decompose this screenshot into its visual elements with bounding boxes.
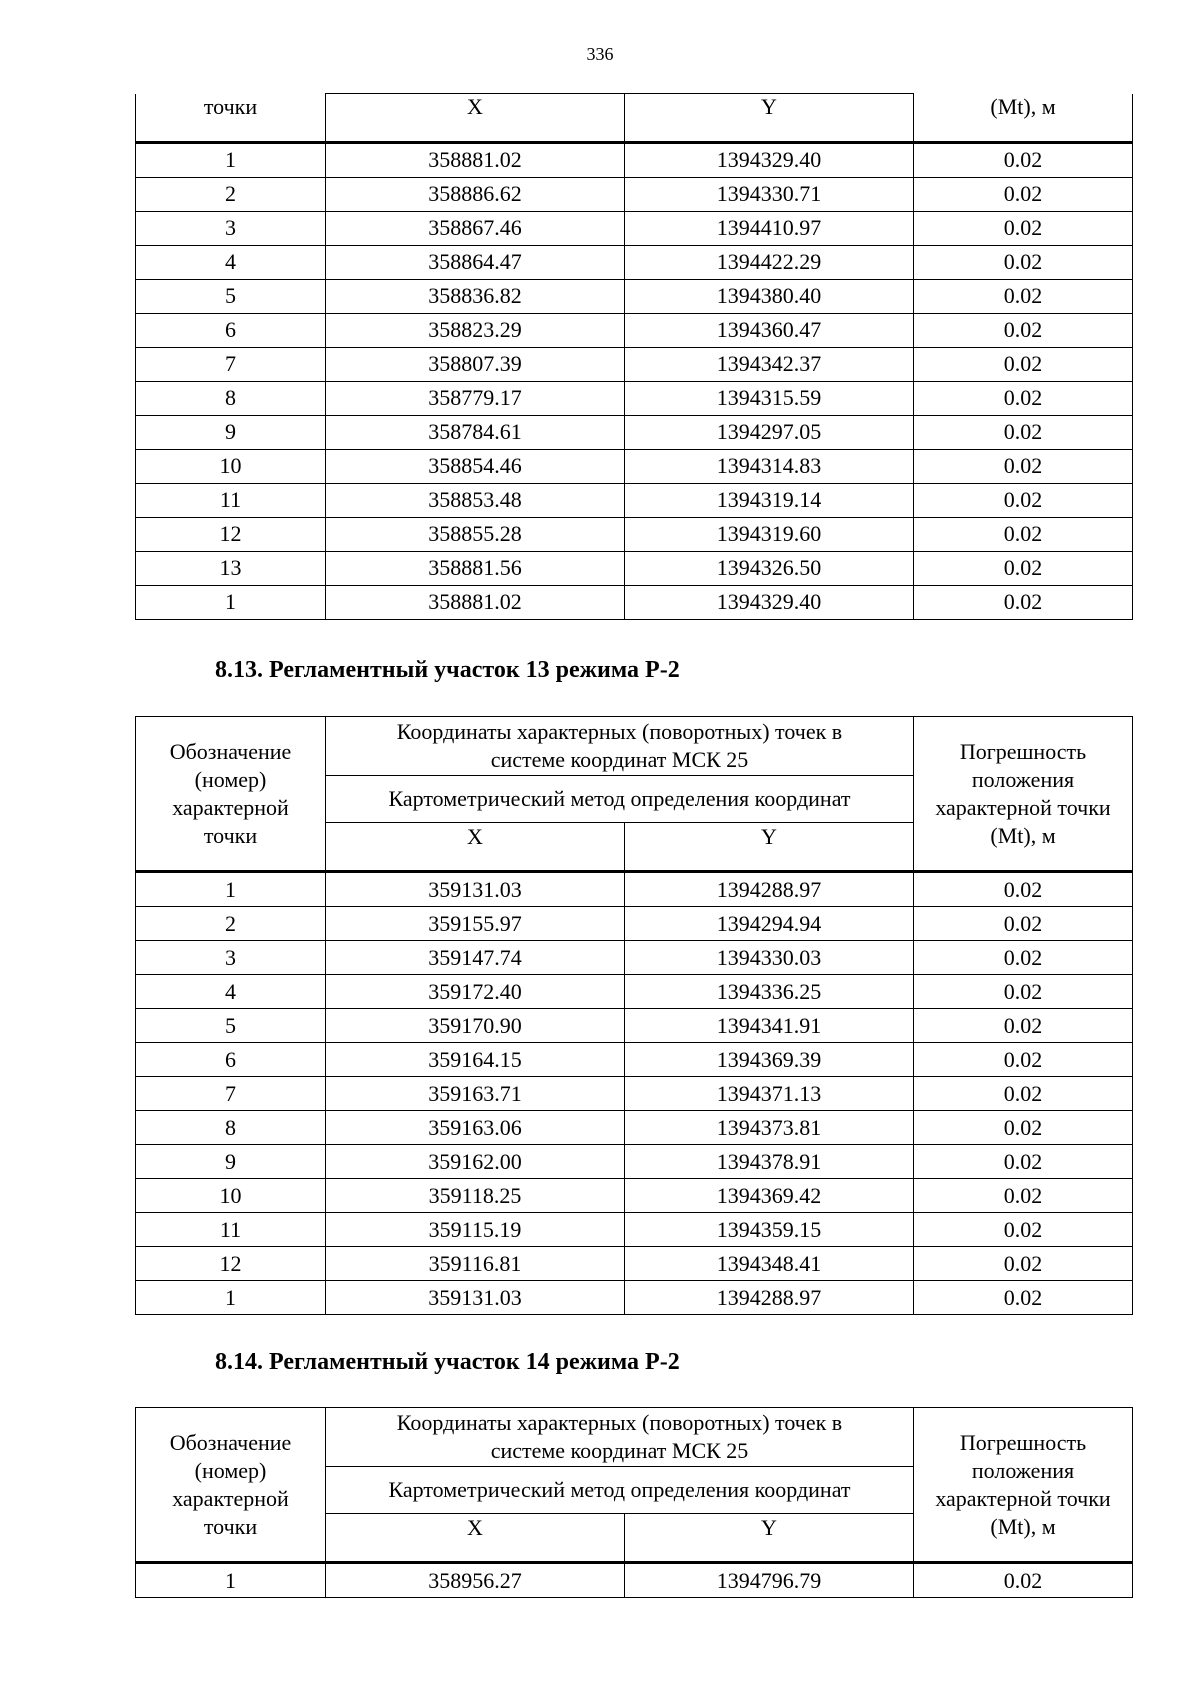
error-cell: 0.02 bbox=[914, 975, 1133, 1009]
error-cell: 0.02 bbox=[914, 211, 1133, 245]
table-header-row bbox=[136, 94, 1133, 143]
y-coordinate-cell: 1394380.40 bbox=[625, 279, 914, 313]
error-cell: 0.02 bbox=[914, 517, 1133, 551]
header-y: Y bbox=[625, 823, 914, 872]
x-coordinate-cell: 358836.82 bbox=[326, 279, 625, 313]
table-row bbox=[136, 1077, 1133, 1111]
error-cell: 0.02 bbox=[914, 279, 1133, 313]
table-row bbox=[136, 313, 1133, 347]
point-number-cell: 1 bbox=[136, 142, 326, 177]
point-number-cell: 5 bbox=[136, 279, 326, 313]
coordinates-table-14 bbox=[135, 1407, 1133, 1598]
error-cell: 0.02 bbox=[914, 1247, 1133, 1281]
x-coordinate-cell: 358854.46 bbox=[326, 449, 625, 483]
table-row bbox=[136, 1247, 1133, 1281]
point-number-cell: 7 bbox=[136, 347, 326, 381]
table-row bbox=[136, 585, 1133, 619]
table-row bbox=[136, 177, 1133, 211]
header-coords-title: Координаты характерных (поворотных) точек в системе координат МСК 25 bbox=[326, 1408, 914, 1467]
header-error-label: (Mt), м bbox=[914, 94, 1133, 143]
header-method: Картометрический метод определения координат bbox=[326, 776, 914, 823]
table-row bbox=[136, 1213, 1133, 1247]
error-cell: 0.02 bbox=[914, 1043, 1133, 1077]
y-coordinate-cell: 1394329.40 bbox=[625, 585, 914, 619]
point-number-cell: 2 bbox=[136, 907, 326, 941]
point-number-cell: 12 bbox=[136, 1247, 326, 1281]
error-cell: 0.02 bbox=[914, 1145, 1133, 1179]
point-number-cell: 5 bbox=[136, 1009, 326, 1043]
point-number-cell: 8 bbox=[136, 381, 326, 415]
table-row bbox=[136, 975, 1133, 1009]
point-number-cell: 1 bbox=[136, 1563, 326, 1598]
x-coordinate-cell: 359162.00 bbox=[326, 1145, 625, 1179]
error-cell: 0.02 bbox=[914, 872, 1133, 907]
table-row bbox=[136, 907, 1133, 941]
point-number-cell: 1 bbox=[136, 585, 326, 619]
header-method: Картометрический метод определения координат bbox=[326, 1467, 914, 1514]
x-coordinate-cell: 358779.17 bbox=[326, 381, 625, 415]
error-cell: 0.02 bbox=[914, 142, 1133, 177]
y-coordinate-cell: 1394348.41 bbox=[625, 1247, 914, 1281]
header-x: X bbox=[326, 94, 625, 143]
x-coordinate-cell: 359170.90 bbox=[326, 1009, 625, 1043]
table-row bbox=[136, 279, 1133, 313]
error-cell: 0.02 bbox=[914, 1077, 1133, 1111]
y-coordinate-cell: 1394330.03 bbox=[625, 941, 914, 975]
y-coordinate-cell: 1394329.40 bbox=[625, 142, 914, 177]
y-coordinate-cell: 1394422.29 bbox=[625, 245, 914, 279]
error-cell: 0.02 bbox=[914, 585, 1133, 619]
table-row bbox=[136, 245, 1133, 279]
coordinates-table-13 bbox=[135, 716, 1133, 1315]
x-coordinate-cell: 359131.03 bbox=[326, 872, 625, 907]
header-error-label: Погрешность положения характерной точки (Mt), м bbox=[914, 717, 1133, 872]
x-coordinate-cell: 359163.71 bbox=[326, 1077, 625, 1111]
error-cell: 0.02 bbox=[914, 449, 1133, 483]
header-error-label: Погрешность положения характерной точки (Mt), м bbox=[914, 1408, 1133, 1563]
table-row bbox=[136, 1111, 1133, 1145]
point-number-cell: 10 bbox=[136, 1179, 326, 1213]
header-coords-title: Координаты характерных (поворотных) точек в системе координат МСК 25 bbox=[326, 717, 914, 776]
table-row bbox=[136, 1281, 1133, 1315]
error-cell: 0.02 bbox=[914, 1281, 1133, 1315]
x-coordinate-cell: 358881.02 bbox=[326, 142, 625, 177]
table-row bbox=[136, 415, 1133, 449]
x-coordinate-cell: 359172.40 bbox=[326, 975, 625, 1009]
table-row bbox=[136, 517, 1133, 551]
y-coordinate-cell: 1394319.60 bbox=[625, 517, 914, 551]
table-row bbox=[136, 381, 1133, 415]
x-coordinate-cell: 358886.62 bbox=[326, 177, 625, 211]
point-number-cell: 6 bbox=[136, 1043, 326, 1077]
y-coordinate-cell: 1394288.97 bbox=[625, 872, 914, 907]
point-number-cell: 4 bbox=[136, 975, 326, 1009]
table-row bbox=[136, 483, 1133, 517]
y-coordinate-cell: 1394410.97 bbox=[625, 211, 914, 245]
error-cell: 0.02 bbox=[914, 245, 1133, 279]
x-coordinate-cell: 359163.06 bbox=[326, 1111, 625, 1145]
point-number-cell: 9 bbox=[136, 1145, 326, 1179]
point-number-cell: 13 bbox=[136, 551, 326, 585]
table-row bbox=[136, 941, 1133, 975]
error-cell: 0.02 bbox=[914, 313, 1133, 347]
x-coordinate-cell: 358853.48 bbox=[326, 483, 625, 517]
y-coordinate-cell: 1394359.15 bbox=[625, 1213, 914, 1247]
x-coordinate-cell: 358867.46 bbox=[326, 211, 625, 245]
error-cell: 0.02 bbox=[914, 415, 1133, 449]
x-coordinate-cell: 359147.74 bbox=[326, 941, 625, 975]
point-number-cell: 10 bbox=[136, 449, 326, 483]
x-coordinate-cell: 359118.25 bbox=[326, 1179, 625, 1213]
y-coordinate-cell: 1394369.39 bbox=[625, 1043, 914, 1077]
y-coordinate-cell: 1394326.50 bbox=[625, 551, 914, 585]
y-coordinate-cell: 1394336.25 bbox=[625, 975, 914, 1009]
y-coordinate-cell: 1394341.91 bbox=[625, 1009, 914, 1043]
y-coordinate-cell: 1394369.42 bbox=[625, 1179, 914, 1213]
table-row bbox=[136, 551, 1133, 585]
point-number-cell: 11 bbox=[136, 483, 326, 517]
error-cell: 0.02 bbox=[914, 347, 1133, 381]
x-coordinate-cell: 359131.03 bbox=[326, 1281, 625, 1315]
error-cell: 0.02 bbox=[914, 381, 1133, 415]
y-coordinate-cell: 1394330.71 bbox=[625, 177, 914, 211]
table-row bbox=[136, 1145, 1133, 1179]
point-number-cell: 9 bbox=[136, 415, 326, 449]
header-y: Y bbox=[625, 94, 914, 143]
table-row bbox=[136, 1563, 1133, 1598]
x-coordinate-cell: 359116.81 bbox=[326, 1247, 625, 1281]
x-coordinate-cell: 358956.27 bbox=[326, 1563, 625, 1598]
x-coordinate-cell: 359115.19 bbox=[326, 1213, 625, 1247]
error-cell: 0.02 bbox=[914, 1179, 1133, 1213]
header-point-label: Обозначение (номер) характерной точки bbox=[136, 717, 326, 872]
x-coordinate-cell: 359164.15 bbox=[326, 1043, 625, 1077]
y-coordinate-cell: 1394342.37 bbox=[625, 347, 914, 381]
table-row bbox=[136, 1009, 1133, 1043]
y-coordinate-cell: 1394319.14 bbox=[625, 483, 914, 517]
section-title-14: 8.14. Регламентный участок 14 режима Р-2 bbox=[215, 1349, 680, 1375]
table-row bbox=[136, 1043, 1133, 1077]
point-number-cell: 2 bbox=[136, 177, 326, 211]
error-cell: 0.02 bbox=[914, 483, 1133, 517]
point-number-cell: 3 bbox=[136, 211, 326, 245]
x-coordinate-cell: 358881.56 bbox=[326, 551, 625, 585]
point-number-cell: 6 bbox=[136, 313, 326, 347]
y-coordinate-cell: 1394378.91 bbox=[625, 1145, 914, 1179]
table-row bbox=[136, 347, 1133, 381]
x-coordinate-cell: 358855.28 bbox=[326, 517, 625, 551]
point-number-cell: 3 bbox=[136, 941, 326, 975]
y-coordinate-cell: 1394371.13 bbox=[625, 1077, 914, 1111]
x-coordinate-cell: 358784.61 bbox=[326, 415, 625, 449]
x-coordinate-cell: 358864.47 bbox=[326, 245, 625, 279]
y-coordinate-cell: 1394294.94 bbox=[625, 907, 914, 941]
header-point-label: Обозначение (номер) характерной точки bbox=[136, 1408, 326, 1563]
point-number-cell: 4 bbox=[136, 245, 326, 279]
point-number-cell: 1 bbox=[136, 872, 326, 907]
page-number: 336 bbox=[586, 44, 614, 64]
coordinates-table-continued bbox=[135, 93, 1133, 620]
point-number-cell: 8 bbox=[136, 1111, 326, 1145]
x-coordinate-cell: 358823.29 bbox=[326, 313, 625, 347]
error-cell: 0.02 bbox=[914, 1563, 1133, 1598]
y-coordinate-cell: 1394297.05 bbox=[625, 415, 914, 449]
header-y: Y bbox=[625, 1514, 914, 1563]
y-coordinate-cell: 1394288.97 bbox=[625, 1281, 914, 1315]
point-number-cell: 7 bbox=[136, 1077, 326, 1111]
table-row bbox=[136, 142, 1133, 177]
error-cell: 0.02 bbox=[914, 177, 1133, 211]
error-cell: 0.02 bbox=[914, 907, 1133, 941]
point-number-cell: 1 bbox=[136, 1281, 326, 1315]
header-x: X bbox=[326, 823, 625, 872]
x-coordinate-cell: 358807.39 bbox=[326, 347, 625, 381]
header-point-label: точки bbox=[136, 94, 326, 143]
y-coordinate-cell: 1394373.81 bbox=[625, 1111, 914, 1145]
header-x: X bbox=[326, 1514, 625, 1563]
y-coordinate-cell: 1394360.47 bbox=[625, 313, 914, 347]
error-cell: 0.02 bbox=[914, 1213, 1133, 1247]
table-row bbox=[136, 1179, 1133, 1213]
x-coordinate-cell: 358881.02 bbox=[326, 585, 625, 619]
table-row bbox=[136, 211, 1133, 245]
error-cell: 0.02 bbox=[914, 1009, 1133, 1043]
error-cell: 0.02 bbox=[914, 551, 1133, 585]
point-number-cell: 12 bbox=[136, 517, 326, 551]
y-coordinate-cell: 1394796.79 bbox=[625, 1563, 914, 1598]
x-coordinate-cell: 359155.97 bbox=[326, 907, 625, 941]
error-cell: 0.02 bbox=[914, 1111, 1133, 1145]
y-coordinate-cell: 1394314.83 bbox=[625, 449, 914, 483]
error-cell: 0.02 bbox=[914, 941, 1133, 975]
y-coordinate-cell: 1394315.59 bbox=[625, 381, 914, 415]
table-row bbox=[136, 872, 1133, 907]
point-number-cell: 11 bbox=[136, 1213, 326, 1247]
section-title-13: 8.13. Регламентный участок 13 режима Р-2 bbox=[215, 657, 680, 683]
table-row bbox=[136, 449, 1133, 483]
